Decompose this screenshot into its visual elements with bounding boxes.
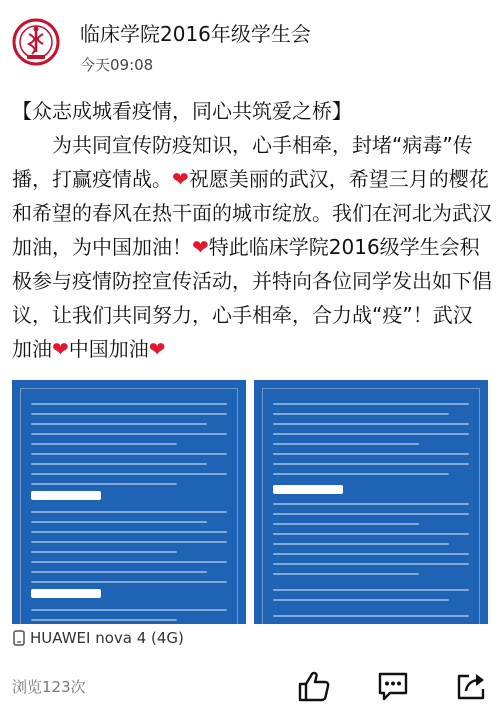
post-content xyxy=(12,94,492,366)
view-count: 浏览123次 xyxy=(12,678,86,696)
poster-frame xyxy=(262,388,480,624)
comment-icon xyxy=(376,670,410,702)
post-images xyxy=(12,380,488,624)
share-button[interactable] xyxy=(452,666,492,706)
heart-icon: ❤ xyxy=(148,337,166,361)
poster-image-right[interactable] xyxy=(254,380,488,624)
post-footer xyxy=(0,660,500,712)
post-paragraph-3: 特此临床学院2016级学生会积极参与疫情防控宣传活动，并特向各位同学发出如下倡议，让我们共同努力，心手相牵，合力战“疫”！武汉加油 xyxy=(12,235,492,361)
share-icon xyxy=(455,670,489,702)
heart-icon: ❤ xyxy=(192,235,209,259)
device-label: HUAWEI nova 4 (4G) xyxy=(30,629,184,647)
student-union-logo-icon xyxy=(12,18,60,66)
thumbs-up-icon xyxy=(297,670,331,702)
post-time: 今天09:08 xyxy=(80,56,154,74)
device-info xyxy=(12,628,184,648)
poster-frame xyxy=(20,388,238,624)
phone-icon xyxy=(12,630,26,646)
author-name[interactable]: 临床学院2016年级学生会 xyxy=(80,22,311,46)
post-paragraph-1: 为共同宣传防疫知识，心手相牵，封堵“病毒”传播，打赢疫情战。 xyxy=(12,133,473,191)
post-body xyxy=(12,128,492,366)
heart-icon: ❤ xyxy=(52,337,69,361)
like-button[interactable] xyxy=(294,666,334,706)
heart-icon: ❤ xyxy=(172,167,189,191)
comment-button[interactable] xyxy=(373,666,413,706)
avatar[interactable] xyxy=(12,18,60,66)
post-title: 【众志成城看疫情，同心共筑爱之桥】 xyxy=(12,99,352,123)
post-header xyxy=(0,0,500,88)
post-paragraph-4: 中国加油 xyxy=(68,337,149,361)
post-paragraph-2: 祝愿美丽的武汉，希望三月的樱花和希望的春风在热干面的城市绽放。我们在河北为武汉加油，为中国加油！ xyxy=(12,167,492,259)
poster-image-left[interactable] xyxy=(12,380,246,624)
